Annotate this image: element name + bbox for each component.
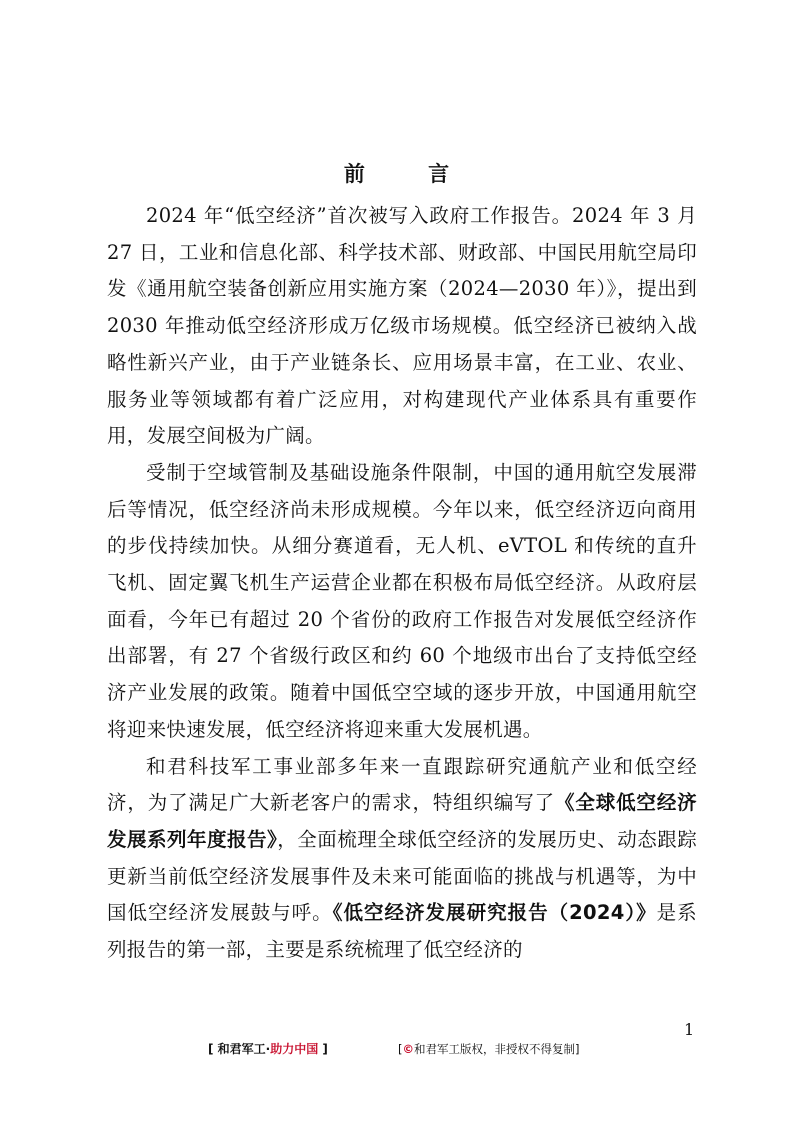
page-title: 前 言: [343, 162, 478, 186]
footer-bracket-close: ]: [318, 1042, 328, 1056]
paragraph-3: [107, 749, 697, 969]
footer-copyright-text: 和君军工版权，非授权不得复制]: [414, 1042, 580, 1056]
paragraph-3-text-3: 是系列报告的第一部，主要是系统梳理了低空经济的: [107, 901, 697, 962]
footer-brand-name: 和君军工·: [217, 1042, 271, 1056]
paragraph-3-text-1: 和君科技军工事业部多年来一直跟踪研究通航产业和低空经济，为了满足广大新老客户的需求，特组织编写了: [107, 754, 697, 815]
footer-copyright: [398, 1041, 580, 1057]
paragraph-2: 受制于空域管制及基础设施条件限制，中国的通用航空发展滞后等情况，低空经济尚未形成规模。今年以来，低空经济迈向商用的步伐持续加快。从细分赛道看，无人机、eVTOL 和传统的直升飞机、固定翼飞机生产运营企业都在积极布局低空经济。从政府层面看，今年已有超过 20 个省份的政府工作报告对发展低空经济作出部署，有 27 个省级行政区和约 60 个地级市出台了支持低空经济产业发展的政策。随着中国低空空域的逐步开放，中国通用航空将迎来快速发展，低空经济将迎来重大发展机遇。: [107, 460, 697, 741]
document-body: [107, 198, 697, 969]
footer-copyright-open: [: [398, 1042, 403, 1056]
report-title: 《低空经济发展研究报告（2024）》: [332, 901, 657, 925]
page-number: 1: [684, 1020, 695, 1039]
report-series-title: 《全球低空经济发展系列年度报告》: [107, 791, 697, 851]
footer-brand: [208, 1040, 328, 1057]
copyright-icon: ©: [402, 1042, 414, 1056]
footer-slogan: 助力中国: [270, 1042, 319, 1056]
paragraph-1: 2024 年“低空经济”首次被写入政府工作报告。2024 年 3 月 27 日，工业和信息化部、科学技术部、财政部、中国民用航空局印发《通用航空装备创新应用实施方案（2024—2030 年）》，提出到 2030 年推动低空经济形成万亿级市场规模。低空经济已被纳入战略性新兴产业，由于产业链条长、应用场景丰富，在工业、农业、服务业等领域都有着广泛应用，对构建现代产业体系具有重要作用，发展空间极为广阔。: [107, 204, 697, 448]
paragraph-3-text-2: ，全面梳理全球低空经济的发展历史、动态跟踪更新当前低空经济发展事件及未来可能面临的挑战与机遇等，为中国低空经济发展鼓与呼。: [107, 827, 697, 925]
footer-bracket-open: [: [208, 1042, 218, 1056]
